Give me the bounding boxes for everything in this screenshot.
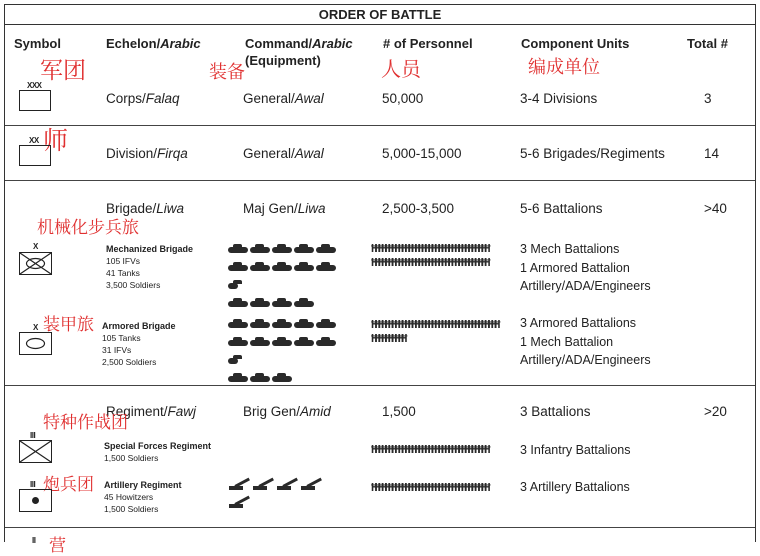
ifv-icon — [228, 376, 248, 382]
tank-icon — [272, 322, 292, 328]
tank-icon — [250, 301, 270, 307]
row-divider — [5, 385, 755, 386]
ifv-icon — [272, 376, 292, 382]
sf-echelon-mark: III — [30, 431, 36, 440]
header-command: Command/Arabic (Equipment) — [245, 36, 353, 68]
division-personnel: 5,000-15,000 — [382, 146, 462, 161]
corps-total: 3 — [704, 91, 712, 106]
division-echelon-mark: XX — [29, 136, 39, 145]
header-echelon: Echelon/Arabic — [106, 36, 201, 51]
ifv-icon — [294, 247, 314, 253]
tank-icon — [250, 322, 270, 328]
sf-soldier-icons: ĦĦĦĦĦĦĦĦĦĦĦĦĦĦĦĦĦĦĦĦĦĦĦĦĦĦĦĦĦĦĦĦĦĦĦ — [371, 443, 488, 456]
howitzer-icon — [229, 481, 251, 490]
annotation-mech-brigade: 机械化步兵旅 — [37, 218, 139, 238]
order-of-battle-document — [4, 4, 756, 556]
corps-command: General/Awal — [243, 91, 324, 106]
sf-components: 3 Infantry Battalions — [520, 443, 631, 457]
division-echelon: Division/Firqa — [106, 146, 188, 161]
special-forces-symbol-icon — [19, 440, 52, 463]
annotation-division: 师 — [43, 126, 69, 155]
ifv-icon — [316, 265, 336, 271]
annotation-artillery-regiment: 炮兵团 — [43, 475, 94, 495]
mech-soldier-icons: ĦĦĦĦĦĦĦĦĦĦĦĦĦĦĦĦĦĦĦĦĦĦĦĦĦĦĦĦĦĦĦĦĦĦĦ ĦĦĦĦĦĦĦĦĦĦĦĦĦĦĦĦĦĦĦĦĦĦĦĦĦĦĦĦĦĦĦĦĦĦĦ — [371, 242, 488, 269]
tank-icon — [228, 322, 248, 328]
tank-icon — [316, 322, 336, 328]
ifv-icon — [272, 265, 292, 271]
ifv-icon — [294, 265, 314, 271]
document-title: ORDER OF BATTLE — [5, 5, 755, 25]
artillery-components: 3 Artillery Battalions — [520, 480, 630, 494]
tank-icon — [272, 301, 292, 307]
division-components: 5-6 Brigades/Regiments — [520, 146, 665, 161]
sf-regiment-details: Special Forces Regiment 1,500 Soldiers — [104, 441, 212, 463]
corps-components: 3-4 Divisions — [520, 91, 598, 106]
division-total: 14 — [704, 146, 720, 161]
annotation-battalion: 营 — [49, 536, 66, 556]
tank-icon — [272, 340, 292, 346]
mechanized-infantry-symbol-icon — [19, 252, 52, 275]
artillery-soldier-icons: ĦĦĦĦĦĦĦĦĦĦĦĦĦĦĦĦĦĦĦĦĦĦĦĦĦĦĦĦĦĦĦĦĦĦĦ — [371, 481, 488, 494]
brigade-echelon: Brigade/Liwa — [106, 201, 185, 216]
armored-vehicle-icons — [228, 319, 368, 391]
brigade-total: >40 — [704, 201, 727, 216]
armor-symbol-icon — [19, 332, 52, 355]
armored-soldier-icons: ĦĦĦĦĦĦĦĦĦĦĦĦĦĦĦĦĦĦĦĦĦĦĦĦĦĦĦĦĦĦĦĦĦĦĦĦĦĦ ĦĦĦĦĦĦĦĦĦĦ — [371, 318, 498, 345]
armored-components: 3 Armored Battalions 1 Mech Battalion Artillery/ADA/Engineers — [520, 316, 651, 367]
tank-icon — [228, 301, 248, 307]
howitzer-icon — [229, 499, 247, 508]
row-divider — [5, 125, 755, 126]
tank-icon — [294, 340, 314, 346]
artillery-symbol-icon — [19, 489, 52, 512]
howitzer-icons — [229, 479, 369, 515]
corps-echelon-mark: XXX — [27, 81, 42, 90]
regiment-command: Brig Gen/Amid — [243, 404, 331, 419]
tank-icon — [250, 340, 270, 346]
tank-icon — [228, 340, 248, 346]
regiment-components: 3 Battalions — [520, 404, 591, 419]
ifv-icon — [250, 376, 270, 382]
artillery-regiment-details: Artillery Regiment 45 Howitzers 1,500 Soldiers — [104, 480, 182, 514]
ifv-icon — [228, 265, 248, 271]
regiment-echelon: Regiment/Fawj — [106, 404, 197, 419]
mech-components: 3 Mech Battalions 1 Armored Battalion Artillery/ADA/Engineers — [520, 242, 651, 293]
mech-brigade-details: Mechanized Brigade 105 IFVs 41 Tanks 3,500 Soldiers — [106, 244, 194, 290]
mech-vehicle-icons — [228, 244, 368, 316]
corps-symbol-icon — [19, 90, 51, 111]
armored-brigade-details: Armored Brigade 105 Tanks 31 IFVs 2,500 Soldiers — [102, 321, 176, 367]
header-components: Component Units — [521, 36, 630, 51]
artillery-echelon-mark: III — [30, 480, 36, 489]
tank-icon — [294, 322, 314, 328]
annotation-armored-brigade: 装甲旅 — [43, 315, 94, 335]
annotation-equipment: 装备 — [209, 62, 245, 83]
howitzer-icon — [277, 481, 299, 490]
corps-personnel: 50,000 — [382, 91, 424, 106]
corps-echelon: Corps/Falaq — [106, 91, 180, 106]
regiment-total: >20 — [704, 404, 727, 419]
annotation-corps: 军团 — [40, 58, 86, 84]
header-symbol: Symbol — [14, 36, 61, 51]
ifv-icon — [250, 247, 270, 253]
mech-echelon-mark: X — [33, 242, 38, 251]
row-divider — [5, 527, 755, 528]
annotation-personnel: 人员 — [381, 57, 421, 81]
annotation-sf-regiment: 特种作战团 — [43, 413, 128, 433]
ifv-icon — [250, 265, 270, 271]
battalion-echelon-mark: II — [32, 536, 36, 545]
ifv-icon — [316, 247, 336, 253]
tank-icon — [228, 358, 238, 364]
ifv-icon — [272, 247, 292, 253]
tank-icon — [294, 301, 314, 307]
regiment-personnel: 1,500 — [382, 404, 416, 419]
row-divider — [5, 180, 755, 181]
armored-echelon-mark: X — [33, 323, 38, 332]
division-symbol-icon — [19, 145, 51, 166]
ifv-icon — [228, 247, 248, 253]
brigade-command: Maj Gen/Liwa — [243, 201, 326, 216]
annotation-components: 编成单位 — [528, 57, 600, 78]
tank-icon — [316, 340, 336, 346]
header-total: Total # — [687, 36, 728, 51]
header-personnel: # of Personnel — [383, 36, 473, 51]
brigade-components: 5-6 Battalions — [520, 201, 603, 216]
ifv-icon — [228, 283, 238, 289]
division-command: General/Awal — [243, 146, 324, 161]
howitzer-icon — [253, 481, 275, 490]
howitzer-icon — [301, 481, 323, 490]
brigade-personnel: 2,500-3,500 — [382, 201, 455, 216]
